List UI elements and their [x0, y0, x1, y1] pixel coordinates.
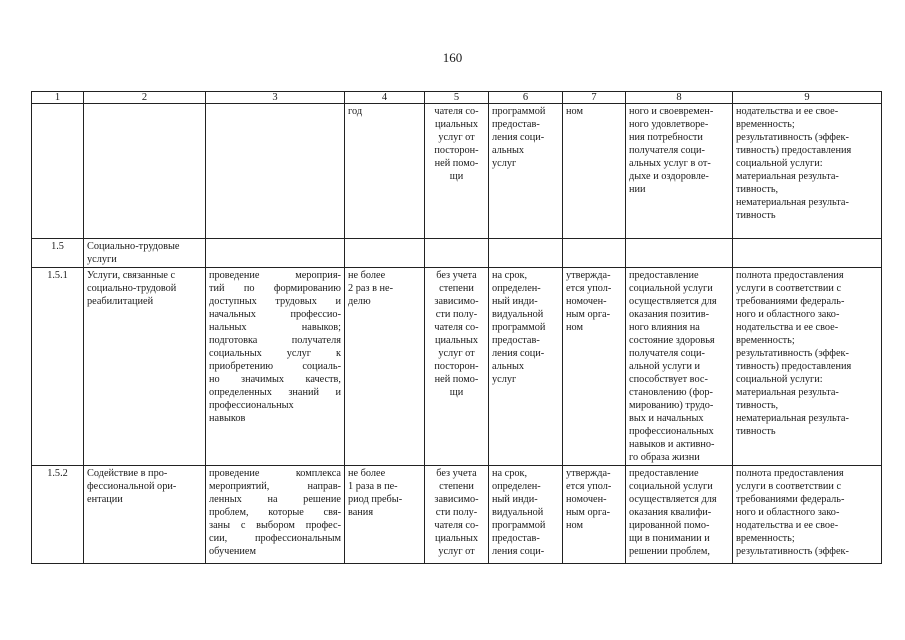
text-line: навыков	[209, 413, 246, 424]
text-line: реабилитацией	[87, 296, 154, 307]
text-line: щи	[449, 171, 464, 182]
text-line: оказания квалифи-	[629, 507, 712, 518]
indicators-cell	[733, 239, 882, 268]
conditions-cell	[626, 268, 733, 466]
text-line: ней помо-	[434, 158, 479, 169]
term-cell	[489, 104, 563, 239]
text-line: временность;	[736, 335, 795, 346]
text-line: ного и областного зако-	[736, 309, 840, 320]
text-line: проблем, которые свя-	[209, 507, 341, 518]
service-name-cell	[84, 466, 206, 564]
text-line: результативность (эффек-	[736, 132, 849, 143]
indicators-cell	[733, 268, 882, 466]
service-name-cell	[84, 268, 206, 466]
text-line: зависимо-	[434, 494, 479, 505]
frequency-cell	[345, 268, 425, 466]
text-line: социальной услуги:	[736, 374, 823, 385]
text-line: видуальной	[492, 309, 544, 320]
text-line: но значимых качеств,	[209, 374, 341, 385]
text-line: нодательства и ее свое-	[736, 106, 839, 117]
text-line: щи в понимании и	[629, 533, 710, 544]
frequency-cell	[345, 104, 425, 239]
text-line: ния потребности	[629, 132, 703, 143]
table-row	[32, 104, 882, 239]
approval-cell	[563, 268, 626, 466]
text-line: ном	[566, 106, 583, 117]
header-cell-1: 1	[32, 92, 84, 104]
text-line: сти полу-	[435, 309, 478, 320]
text-line: без учета	[436, 468, 477, 479]
frequency-cell	[345, 239, 425, 268]
number-cell: 1.5.1	[32, 268, 84, 466]
text-line: социальных услуг к	[209, 348, 341, 359]
text-line: альных	[492, 145, 525, 156]
text-line: степени	[439, 481, 474, 492]
text-line: цированной помо-	[629, 520, 710, 531]
text-line: нематериальная результа-	[736, 413, 849, 424]
header-cell-9: 9	[733, 92, 882, 104]
text-line: услуг	[492, 374, 517, 385]
approval-cell	[563, 466, 626, 564]
text-line: полнота предоставления	[736, 468, 844, 479]
conditions-cell	[626, 104, 733, 239]
text-line: предостав-	[492, 335, 540, 346]
service-name-cell	[84, 104, 206, 239]
text-line: определенных знаний и	[209, 387, 341, 398]
header-cell-2: 2	[84, 92, 206, 104]
text-line: временность;	[736, 533, 795, 544]
text-line: дыхе и оздоровле-	[629, 171, 709, 182]
text-line: тивность	[736, 210, 776, 221]
text-line: состояние здоровья	[629, 335, 715, 346]
text-line: тивность	[736, 426, 776, 437]
text-line: циальных	[434, 335, 479, 346]
text-line: ного и своевремен-	[629, 106, 714, 117]
text-line: осуществляется для	[629, 494, 717, 505]
text-line: тий по формированию	[209, 283, 341, 294]
text-line: услуг от	[438, 348, 475, 359]
text-line: чателя со-	[434, 322, 479, 333]
text-line: ления соци-	[492, 546, 545, 557]
service-content-cell	[206, 104, 345, 239]
service-content-cell	[206, 268, 345, 466]
text-line: услуг	[492, 158, 517, 169]
header-cell-6: 6	[489, 92, 563, 104]
text-line: профессиональных	[209, 400, 294, 411]
text-line: материальная результа-	[736, 171, 839, 182]
text-line: приобретению социаль-	[209, 361, 341, 372]
text-line: нальных навыков;	[209, 322, 341, 333]
text-line: предоставление	[629, 468, 699, 479]
text-line: делю	[348, 296, 371, 307]
text-line: циальных	[434, 119, 479, 130]
text-line: ного и областного зако-	[736, 507, 840, 518]
service-content-cell	[206, 466, 345, 564]
text-line: навыков и активно-	[629, 439, 715, 450]
text-line: ется упол-	[566, 481, 612, 492]
cost-cell	[425, 466, 489, 564]
text-line: ентации	[87, 494, 123, 505]
page-number: 160	[442, 50, 463, 65]
approval-cell	[563, 239, 626, 268]
service-content-cell	[206, 239, 345, 268]
text-line: ления соци-	[492, 348, 545, 359]
text-line: услуги в соответствии с	[736, 481, 842, 492]
header-cell-8: 8	[626, 92, 733, 104]
term-cell	[489, 239, 563, 268]
text-line: Содействие в про-	[87, 468, 168, 479]
number-cell: 1.5.2	[32, 466, 84, 564]
text-line: нематериальная результа-	[736, 197, 849, 208]
table-row	[32, 268, 882, 466]
text-line: начальных профессио-	[209, 309, 341, 320]
text-line: мероприятий, направ-	[209, 481, 341, 492]
text-line: проведение комплекса	[209, 468, 341, 479]
text-line: способствует вос-	[629, 374, 708, 385]
text-line: становлению (фор-	[629, 387, 713, 398]
text-line: риод пребы-	[348, 494, 403, 505]
text-line: проведение мероприя-	[209, 270, 341, 281]
table-row	[32, 239, 882, 268]
text-line: ном	[566, 520, 583, 531]
text-line: услуг от	[438, 546, 475, 557]
text-line: предостав-	[492, 119, 540, 130]
text-line: ется упол-	[566, 283, 612, 294]
text-line: 1 раза в пе-	[348, 481, 398, 492]
text-line: Социально-трудовые	[87, 241, 180, 252]
text-line: чателя со-	[434, 106, 479, 117]
text-line: требованиями федераль-	[736, 296, 845, 307]
text-line: определен-	[492, 283, 541, 294]
header-cell-5: 5	[425, 92, 489, 104]
text-line: видуальной	[492, 507, 544, 518]
frequency-cell	[345, 466, 425, 564]
text-line: требованиями федераль-	[736, 494, 845, 505]
term-cell	[489, 466, 563, 564]
text-line: нодательства и ее свое-	[736, 520, 839, 531]
text-line: вых и начальных	[629, 413, 704, 424]
text-line: временность;	[736, 119, 795, 130]
text-line: социальной услуги	[629, 481, 713, 492]
text-line: сти полу-	[435, 507, 478, 518]
text-line: номочен-	[566, 296, 607, 307]
text-line: ного влияния на	[629, 322, 700, 333]
text-line: программой	[492, 520, 546, 531]
text-line: степени	[439, 283, 474, 294]
text-line: фессиональной ори-	[87, 481, 177, 492]
text-line: год	[348, 106, 363, 117]
text-line: ный инди-	[492, 296, 538, 307]
text-line: получателя соци-	[629, 145, 705, 156]
text-line: го образа жизни	[629, 452, 700, 463]
text-line: циальных	[434, 533, 479, 544]
text-line: на срок,	[492, 270, 528, 281]
text-line: альной услуги и	[629, 361, 701, 372]
text-line: не более	[348, 270, 386, 281]
conditions-cell	[626, 239, 733, 268]
text-line: 2 раз в не-	[348, 283, 394, 294]
text-line: полнота предоставления	[736, 270, 844, 281]
text-line: тивность) предоставления	[736, 361, 852, 372]
text-line: доступных трудовых и	[209, 296, 341, 307]
number-cell	[32, 104, 84, 239]
text-line: программой	[492, 322, 546, 333]
text-line: вания	[348, 507, 374, 518]
text-line: предоставление	[629, 270, 699, 281]
indicators-cell	[733, 104, 882, 239]
text-line: социально-трудовой	[87, 283, 177, 294]
text-line: тивность,	[736, 184, 779, 195]
text-line: ного удовлетворе-	[629, 119, 709, 130]
text-line: альных	[492, 361, 525, 372]
text-line: подготовка получателя	[209, 335, 341, 346]
text-line: ным орга-	[566, 507, 611, 518]
text-line: обучением	[209, 546, 256, 557]
approval-cell	[563, 104, 626, 239]
text-line: утвержда-	[566, 468, 611, 479]
table-row	[32, 466, 882, 564]
text-line: зависимо-	[434, 296, 479, 307]
text-line: ней помо-	[434, 374, 479, 385]
text-line: на срок,	[492, 468, 528, 479]
text-line: программой	[492, 106, 546, 117]
text-line: ленных на решение	[209, 494, 341, 505]
cost-cell	[425, 104, 489, 239]
text-line: нодательства и ее свое-	[736, 322, 839, 333]
text-line: услуги	[87, 254, 117, 265]
text-line: тивность,	[736, 400, 779, 411]
text-line: посторон-	[434, 361, 479, 372]
text-line: услуги в соответствии с	[736, 283, 842, 294]
text-line: результативность (эффек-	[736, 348, 849, 359]
text-line: ления соци-	[492, 132, 545, 143]
text-line: не более	[348, 468, 386, 479]
text-line: Услуги, связанные с	[87, 270, 176, 281]
text-line: без учета	[436, 270, 477, 281]
text-line: социальной услуги:	[736, 158, 823, 169]
header-row	[32, 92, 882, 104]
text-line: определен-	[492, 481, 541, 492]
text-line: альных услуг в от-	[629, 158, 711, 169]
text-line: решении проблем,	[629, 546, 710, 557]
cost-cell	[425, 239, 489, 268]
text-line: профессиональных	[629, 426, 714, 437]
header-cell-3: 3	[206, 92, 345, 104]
term-cell	[489, 268, 563, 466]
header-cell-4: 4	[345, 92, 425, 104]
text-line: нии	[629, 184, 646, 195]
text-line: получателя соци-	[629, 348, 705, 359]
number-cell: 1.5	[32, 239, 84, 268]
text-line: ный инди-	[492, 494, 538, 505]
cost-cell	[425, 268, 489, 466]
indicators-cell	[733, 466, 882, 564]
text-line: сии, профессиональным	[209, 533, 341, 544]
text-line: тивность) предоставления	[736, 145, 852, 156]
text-line: утвержда-	[566, 270, 611, 281]
text-line: щи	[449, 387, 464, 398]
text-line: заны с выбором профес-	[209, 520, 341, 531]
text-line: посторон-	[434, 145, 479, 156]
text-line: результативность (эффек-	[736, 546, 849, 557]
text-line: чателя со-	[434, 520, 479, 531]
text-line: мированию) трудо-	[629, 400, 714, 411]
conditions-cell	[626, 466, 733, 564]
text-line: материальная результа-	[736, 387, 839, 398]
header-cell-7: 7	[563, 92, 626, 104]
text-line: услуг от	[438, 132, 475, 143]
text-line: оказания позитив-	[629, 309, 710, 320]
text-line: социальной услуги	[629, 283, 713, 294]
text-line: предостав-	[492, 533, 540, 544]
text-line: осуществляется для	[629, 296, 717, 307]
text-line: номочен-	[566, 494, 607, 505]
services-table	[31, 91, 882, 564]
text-line: ном	[566, 322, 583, 333]
text-line: ным орга-	[566, 309, 611, 320]
service-name-cell	[84, 239, 206, 268]
